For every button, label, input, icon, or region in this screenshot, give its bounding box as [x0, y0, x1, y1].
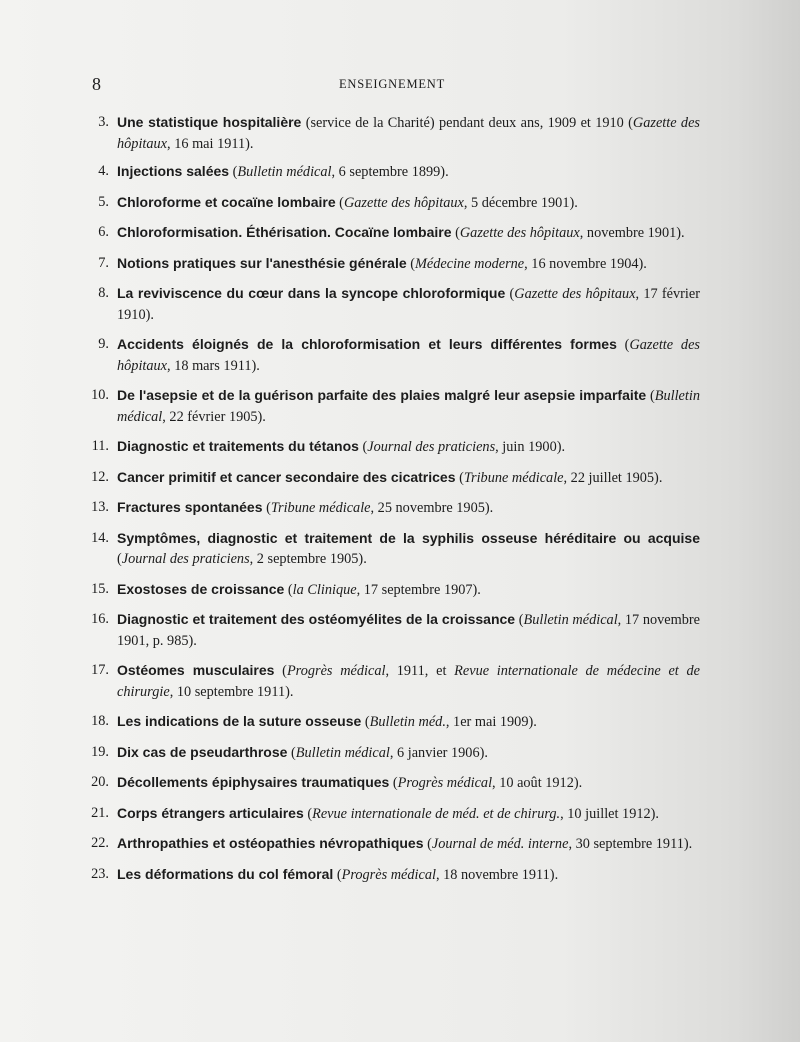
bibliography-entry — [82, 833, 700, 855]
entry-source: Gazette des hôpitaux — [117, 115, 700, 152]
page-number: 8 — [92, 74, 101, 94]
bibliography-entry — [82, 334, 700, 376]
entry-number: 11. — [91, 438, 109, 454]
entry-title: Les déformations du col fémoral — [117, 865, 334, 882]
bibliography-entry — [82, 112, 700, 154]
entry-source: Gazette des hôpitaux — [514, 286, 636, 302]
entry-text: , 10 août 1912). — [492, 775, 583, 791]
entry-text: , 18 mars 1911). — [167, 357, 260, 374]
entry-title: Décollements épiphysaires traumatiques — [117, 774, 390, 790]
bibliography-entry — [82, 497, 700, 519]
entry-text: ( — [262, 500, 271, 516]
bibliography-entry — [82, 660, 700, 702]
entry-text: ( — [284, 581, 293, 598]
entry-text: , 22 juillet 1905). — [563, 469, 663, 486]
entry-text: ( — [406, 255, 415, 272]
entry-text: , 16 novembre 1904). — [524, 255, 647, 272]
bibliography-entry — [82, 742, 700, 764]
bibliography-entry — [82, 803, 700, 825]
entry-title: Ostéomes musculaires — [117, 662, 275, 678]
entry-source: Tribune médicale — [463, 469, 564, 486]
entry-source: Progrès médical — [286, 663, 386, 679]
bibliography-entry — [82, 467, 700, 489]
entry-source: Journal des praticiens — [121, 551, 250, 567]
entry-source: Revue internationale de méd. et de chirurg. — [312, 805, 561, 822]
entry-text: , 22 février 1905). — [162, 408, 266, 425]
entry-source: Gazette des hôpitaux — [117, 337, 700, 374]
entry-source: Progrès médical — [341, 866, 436, 883]
entry-number: 18. — [91, 713, 109, 729]
entry-text: , 1er mai 1909). — [445, 714, 537, 730]
entry-number: 19. — [91, 743, 109, 760]
entry-number: 23. — [91, 865, 109, 882]
bibliography-entry — [82, 579, 700, 601]
entry-number: 13. — [91, 499, 109, 515]
entry-source: Médecine moderne — [414, 255, 525, 272]
entry-text: ( — [333, 866, 342, 883]
entry-source: Bulletin médical — [523, 612, 618, 628]
entry-title: Les indications de la suture osseuse — [117, 713, 362, 729]
entry-title: Corps étrangers articulaires — [117, 804, 304, 821]
entry-title: Exostoses de croissance — [117, 580, 285, 597]
entry-text: , 25 novembre 1905). — [370, 500, 494, 516]
entry-text: ( — [505, 286, 515, 302]
entry-text: ( — [335, 194, 344, 211]
bibliography-entry — [82, 436, 700, 458]
entry-text: ( — [303, 805, 313, 822]
entry-number: 9. — [98, 336, 109, 352]
entry-text: , novembre 1901). — [579, 225, 685, 241]
entry-text: ( — [358, 439, 368, 455]
entry-source: Journal des praticiens — [367, 439, 496, 455]
entry-number: 12. — [91, 468, 109, 485]
entry-title: Fractures spontanées — [117, 499, 263, 515]
entry-source: la Clinique — [292, 581, 357, 598]
entry-title: Accidents éloignés de la chloroformisation et leurs différentes formes — [117, 336, 617, 352]
entry-text: ( — [361, 714, 370, 730]
entry-source: Bulletin médical — [237, 164, 332, 180]
bibliography-entry — [82, 772, 700, 794]
entry-text: ( — [455, 469, 464, 486]
entry-number: 16. — [91, 611, 109, 627]
entry-title: Cancer primitif et cancer secondaire des cicatrices — [117, 468, 456, 485]
entry-number: 22. — [91, 835, 109, 851]
page-header — [92, 74, 692, 98]
entry-text: , 10 juillet 1912). — [560, 805, 659, 822]
entry-text: , 18 novembre 1911). — [435, 866, 559, 883]
entry-source: Bulletin méd. — [369, 714, 446, 730]
entry-title: Diagnostic et traitements du tétanos — [117, 438, 359, 454]
entry-text: , 17 septembre 1907). — [356, 581, 481, 598]
entry-source: Gazette des hôpitaux — [459, 225, 580, 241]
entry-number: 21. — [91, 804, 109, 821]
entry-title: Chloroformisation. Éthérisation. Cocaïne lombaire — [117, 224, 452, 240]
entry-number: 3. — [98, 114, 109, 130]
entry-title: Symptômes, diagnostic et traitement de la syphilis osseuse héréditaire ou acquise — [117, 529, 700, 546]
entry-source: Journal de méd. interne — [431, 836, 569, 852]
entry-title: Arthropathies et ostéopathies névropathiques — [117, 835, 424, 851]
bibliography-entry — [82, 864, 700, 886]
entry-title: Une statistique hospitalière — [117, 114, 302, 130]
entry-text: , 17 novembre 1901, p. 985). — [117, 612, 700, 649]
entry-text: ( — [229, 164, 238, 180]
entry-number: 7. — [98, 254, 109, 271]
entry-source: Progrès médical — [397, 775, 493, 791]
entry-number: 5. — [98, 193, 109, 210]
entry-number: 4. — [98, 163, 109, 179]
entry-source: Tribune médicale — [270, 500, 371, 516]
entry-text: , juin 1900). — [495, 439, 566, 455]
entry-title: Injections salées — [117, 163, 230, 179]
entry-text: , 6 septembre 1899). — [331, 164, 449, 180]
bibliography-entry — [82, 161, 700, 183]
entry-title: Dix cas de pseudarthrose — [117, 743, 288, 760]
entry-text: ( — [117, 551, 122, 567]
entry-text: ( — [389, 775, 398, 791]
bibliography-list — [82, 112, 700, 894]
entry-text: , 16 mai 1911). — [167, 135, 254, 152]
entry-title: De l'asepsie et de la guérison parfaite des plaies malgré leur asepsie imparfaite — [117, 387, 647, 403]
entry-source: Revue internationale de médecine et de chirurgie — [117, 663, 700, 700]
entry-title: La reviviscence du cœur dans la syncope chloroformique — [117, 285, 506, 301]
entry-text: ( — [515, 612, 524, 628]
entry-text: (service de la Charité) pendant deux ans, 1909 et 1910 ( — [301, 115, 633, 131]
entry-number: 14. — [91, 529, 109, 546]
entry-number: 15. — [91, 580, 109, 597]
entry-text: ( — [274, 663, 287, 679]
entry-number: 20. — [91, 774, 109, 790]
bibliography-entry — [82, 609, 700, 651]
entry-text: , 30 septembre 1911). — [568, 836, 693, 852]
entry-source: Bulletin médical — [117, 388, 700, 425]
bibliography-entry — [82, 192, 700, 214]
entry-text: , 2 septembre 1905). — [249, 551, 367, 567]
entry-text: , 5 décembre 1901). — [463, 194, 578, 211]
bibliography-entry — [82, 283, 700, 325]
entry-number: 8. — [98, 285, 109, 301]
entry-number: 10. — [91, 387, 109, 403]
entry-number: 17. — [91, 662, 109, 678]
running-title: ENSEIGNEMENT — [338, 77, 446, 91]
entry-text: ( — [616, 337, 630, 353]
entry-text: , 6 janvier 1906). — [389, 744, 488, 761]
entry-text: ( — [451, 225, 460, 241]
bibliography-entry — [82, 528, 700, 570]
entry-text: ( — [287, 744, 296, 761]
entry-title: Notions pratiques sur l'anesthésie générale — [117, 254, 407, 271]
entry-text: , 10 septembre 1911). — [169, 683, 294, 700]
entry-source: Gazette des hôpitaux — [343, 194, 464, 211]
entry-text: ( — [423, 836, 432, 852]
bibliography-entry — [82, 711, 700, 733]
bibliography-entry — [82, 253, 700, 275]
bibliography-entry — [82, 222, 700, 244]
entry-source: Bulletin médical — [295, 744, 390, 761]
entry-title: Diagnostic et traitement des ostéomyélites de la croissance — [117, 611, 516, 627]
entry-text: ( — [646, 388, 655, 404]
entry-number: 6. — [98, 224, 109, 240]
entry-text: , 17 février 1910). — [117, 286, 701, 323]
entry-title: Chloroforme et cocaïne lombaire — [117, 193, 336, 210]
bibliography-entry — [82, 385, 700, 427]
entry-text: , 1911, et — [385, 663, 455, 679]
